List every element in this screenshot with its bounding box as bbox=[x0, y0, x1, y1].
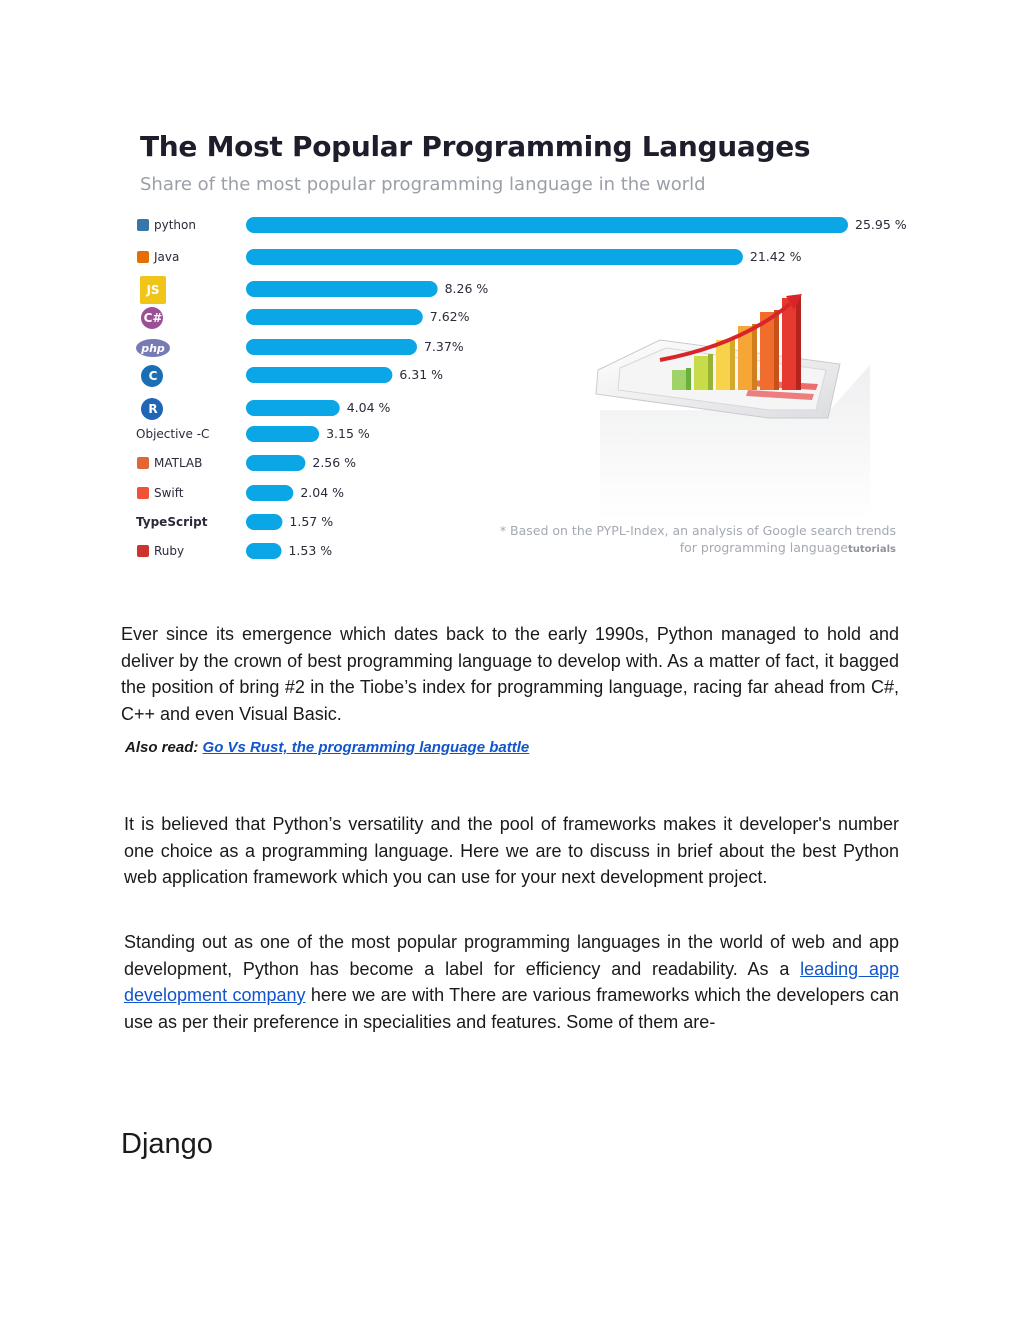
value-label: 1.53 % bbox=[288, 543, 333, 558]
value-label: 1.57 % bbox=[289, 514, 334, 529]
swift-icon bbox=[137, 487, 149, 499]
java-icon bbox=[137, 251, 149, 263]
bar bbox=[246, 217, 848, 233]
bar bbox=[246, 514, 282, 530]
chart-figure bbox=[128, 128, 918, 578]
language-label: C bbox=[148, 369, 158, 383]
bar-row-swift bbox=[137, 485, 344, 501]
paragraph-python-history: Ever since its emergence which dates back to the early 1990s, Python managed to hold and deliver by the crown of best programming language to develop with. As a matter of fact, it bagged the position of bring #2 in the Tiobe’s index for programming language, racing far ahead from C#, C++ and even Visual Basic. bbox=[121, 624, 899, 724]
footnote-line-1: * Based on the PYPL-Index, an analysis of Google search trends bbox=[499, 523, 896, 538]
language-label: php bbox=[141, 342, 165, 355]
bar-chart bbox=[128, 128, 918, 578]
language-label: Objective -C bbox=[136, 427, 210, 441]
value-label: 7.62% bbox=[429, 309, 470, 324]
bar bbox=[246, 367, 392, 383]
value-label: 2.04 % bbox=[300, 485, 345, 500]
para3-text-after: here we are with There are various frameworks which the developers can use as per their preference in specialities and features. Some of them are- bbox=[124, 985, 900, 1032]
language-label: C# bbox=[143, 311, 163, 325]
value-label: 2.56 % bbox=[312, 455, 357, 470]
paragraph-python-versatility: It is believed that Python’s versatility and the pool of frameworks makes it developer's number one choice as a programming language. Here we are to discuss in brief about the best Python web application framework which you can use for your next development project. bbox=[124, 814, 899, 887]
value-label: 8.26 % bbox=[444, 281, 489, 296]
bar bbox=[246, 249, 743, 265]
bar-row-js bbox=[140, 276, 488, 304]
language-label: JS bbox=[146, 283, 160, 297]
bar bbox=[246, 309, 423, 325]
also-read-label: Also read: bbox=[125, 739, 199, 756]
bar bbox=[246, 455, 305, 471]
section-heading-django: Django bbox=[121, 1128, 213, 1160]
bar-row-php bbox=[136, 339, 464, 357]
language-label: Java bbox=[154, 250, 180, 264]
bar bbox=[246, 485, 293, 501]
para3-text-before: Standing out as one of the most popular programming languages in the world of web and app development, Python has become a label for efficiency and readability. As a bbox=[124, 932, 899, 979]
bar bbox=[246, 339, 417, 355]
ruby-icon bbox=[137, 545, 149, 557]
bar-row-c bbox=[141, 365, 443, 387]
bar-row-r bbox=[141, 398, 391, 420]
also-read bbox=[125, 739, 529, 756]
chart-title: The Most Popular Programming Languages bbox=[140, 130, 811, 163]
value-label: 25.95 % bbox=[855, 217, 907, 232]
bar bbox=[246, 400, 340, 416]
bar-row-ruby bbox=[137, 543, 332, 559]
value-label: 7.37% bbox=[423, 339, 464, 354]
bar bbox=[246, 426, 319, 442]
bar bbox=[246, 543, 281, 559]
chart-subtitle: Share of the most popular programming language in the world bbox=[140, 174, 706, 195]
language-label: python bbox=[154, 218, 196, 232]
bar-row-matlab bbox=[137, 455, 356, 471]
bar-row-c bbox=[141, 307, 470, 329]
language-label: TypeScript bbox=[136, 515, 208, 529]
bar-row-java bbox=[137, 249, 802, 265]
value-label: 21.42 % bbox=[749, 249, 802, 264]
value-label: 3.15 % bbox=[326, 426, 370, 441]
paragraph-frameworks-intro bbox=[124, 929, 899, 1035]
bar bbox=[246, 281, 438, 297]
bar-row-typescript bbox=[136, 514, 333, 530]
bar-row-objective-c bbox=[136, 426, 370, 442]
language-label: MATLAB bbox=[154, 456, 203, 470]
footnote-brand: tutorials bbox=[847, 544, 896, 555]
matlab-icon bbox=[137, 457, 149, 469]
python-icon bbox=[137, 219, 149, 231]
chart-footnote bbox=[428, 522, 896, 558]
bar-row-python bbox=[137, 217, 907, 233]
leading-app-development-company-link[interactable]: leading app development company bbox=[124, 958, 899, 1005]
language-label: Ruby bbox=[154, 544, 185, 558]
also-read-link[interactable]: Go Vs Rust, the programming language battle bbox=[202, 739, 530, 756]
language-label: Swift bbox=[154, 486, 184, 500]
footnote-line-2: for programming language bbox=[679, 540, 848, 555]
language-label: R bbox=[148, 402, 158, 416]
value-label: 6.31 % bbox=[399, 367, 444, 382]
value-label: 4.04 % bbox=[346, 400, 391, 415]
